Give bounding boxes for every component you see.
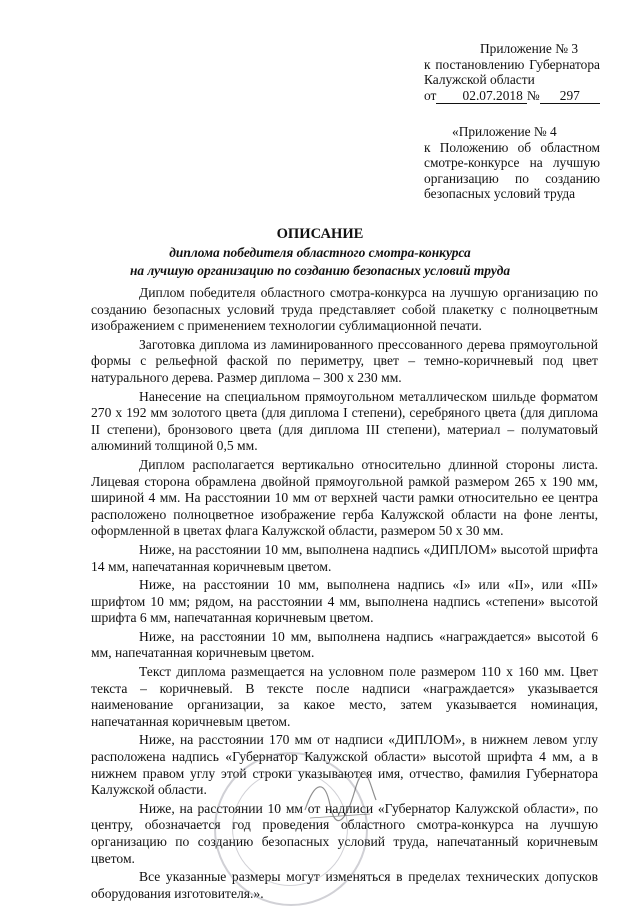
paragraph: Диплом победителя областного смотра-конкурса на лучшую организацию по созданию безопасных условий труда представляет собой плакетку с полноцветным изображением с применением технологии сублимационной печати. (91, 285, 598, 334)
annex-4-line: организацию по созданию (424, 170, 600, 186)
paragraph: Ниже, на расстоянии 10 мм от надписи «Губернатор Калужской области», по центру, обозначается год проведения областного смотра-конкурса на лучшую организацию по созданию безопасных условий труда, напечатанный коричневым цветом. (91, 800, 598, 866)
decree-number: 297 (540, 88, 600, 105)
paragraph: Ниже, на расстоянии 10 мм, выполнена надпись «I» или «II», или «III» шрифтом 10 мм; рядом, на расстоянии 4 мм, выполнена надпись «степени» высотой шрифта 6 мм, напечатанная коричневым цветом. (91, 577, 598, 626)
annex-4-line: к Положению об областном (424, 139, 600, 155)
signature-mark (300, 770, 380, 830)
paragraph: Ниже, на расстоянии 10 мм, выполнена надпись «награждается» высотой 6 мм, напечатанная коричневым цветом. (91, 628, 598, 661)
paragraph: Заготовка диплома из ламинированного прессованного дерева прямоугольной формы с рельефной фаской по периметру, цвет – темно-коричневый под цвет натурального дерева. Размер диплома – 300 х 230 мм. (91, 336, 598, 385)
annex-3-line-1: к постановлению Губернатора (424, 56, 600, 72)
decree-date: 02.07.2018 (436, 88, 526, 105)
paragraph: Нанесение на специальном прямоугольном металлическом шильде форматом 270 х 192 мм золотого цвета (для диплома I степени), серебряного цвета (для диплома II степени), бронзового цвета (для диплома III степени), материал – полуматовый алюминий толщиной 0,5 мм. (91, 388, 598, 454)
annex-3-line-2: Калужской области (424, 72, 535, 88)
annex-3-header (424, 41, 600, 104)
annex-4-line: смотре-конкурсе на лучшую (424, 155, 600, 171)
page-title: ОПИСАНИЕ (276, 226, 364, 242)
annex-3-title: Приложение № 3 (480, 41, 579, 56)
paragraph: Текст диплома размещается на условном поле размером 110 х 160 мм. Цвет текста – коричневый. В тексте после надписи «награждается» указывается наименование организации, за какое место, затем указывается номинация, напечатанная коричневым цветом. (91, 664, 598, 729)
subtitle-line-2: на лучшую организацию по созданию безопасных условий труда (129, 262, 511, 278)
annex-3-date-number (424, 88, 600, 105)
paragraph: Диплом располагается вертикально относительно длинной стороны листа. Лицевая сторона обрамлена двойной прямоугольной рамкой размером 265 х 190 мм, шириной 4 мм. На расстоянии 10 мм от верхней части рамки относительно ее центра расположено полноцветное изображение герба Калужской области на фоне ленты, оформленной в цветах флага Калужской области, размером 50 х 30 мм. (91, 456, 598, 539)
document-heading (0, 225, 640, 279)
paragraph: Все указанные размеры могут изменяться в пределах технических допусков оборудования изготовителя.». (91, 869, 598, 901)
paragraph: Ниже, на расстоянии 10 мм, выполнена надпись «ДИПЛОМ» высотой шрифта 14 мм, напечатанная коричневым цветом. (91, 541, 598, 574)
subtitle-line-1: диплома победителя областного смотра-конкурса (169, 245, 471, 260)
date-prefix: от (424, 87, 437, 103)
annex-4-line: безопасных условий труда (424, 186, 576, 202)
paragraph: Ниже, на расстоянии 170 мм от надписи «ДИПЛОМ», в нижнем левом углу расположена надпись «Губернатор Калужской области» высотой шрифта 4 мм, а в нижнем правом углу этой строки указываются имя, отчество, фамилия Губернатора Калужской области. (91, 732, 598, 798)
annex-4-title: «Приложение № 4 (452, 124, 557, 139)
annex-4-header (424, 124, 600, 202)
number-sign: № (526, 87, 540, 103)
